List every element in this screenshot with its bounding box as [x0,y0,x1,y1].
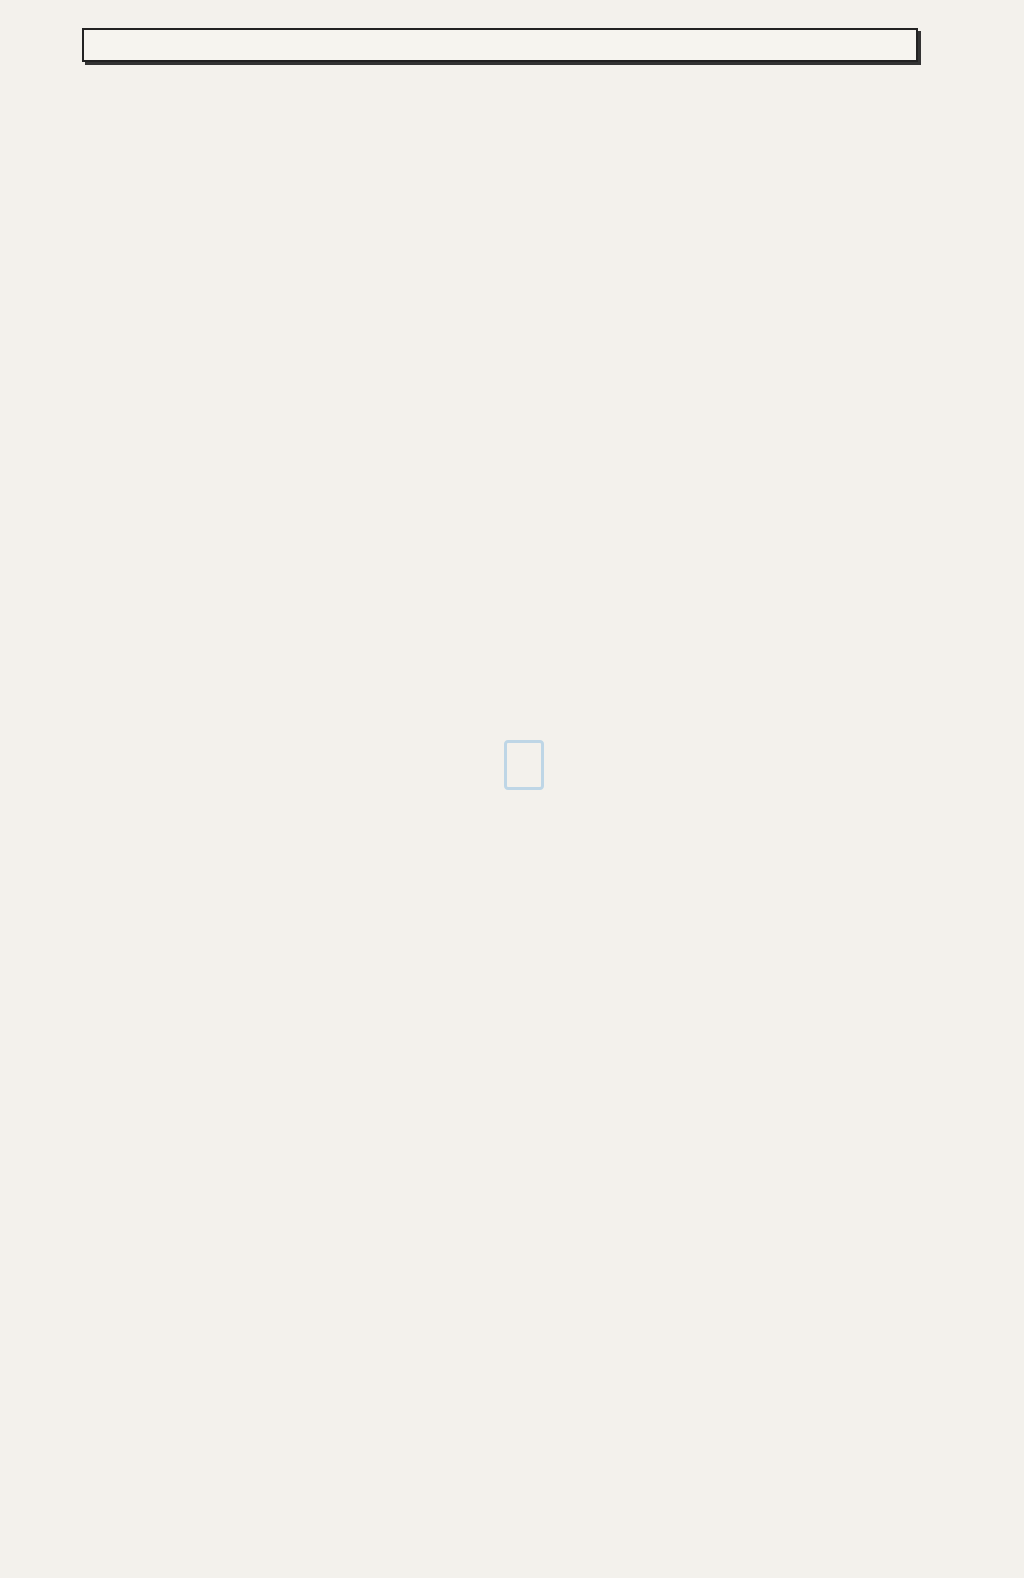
watermark-book-icon [504,740,544,790]
watermark-logo [412,740,632,820]
exercise-title [82,28,918,62]
